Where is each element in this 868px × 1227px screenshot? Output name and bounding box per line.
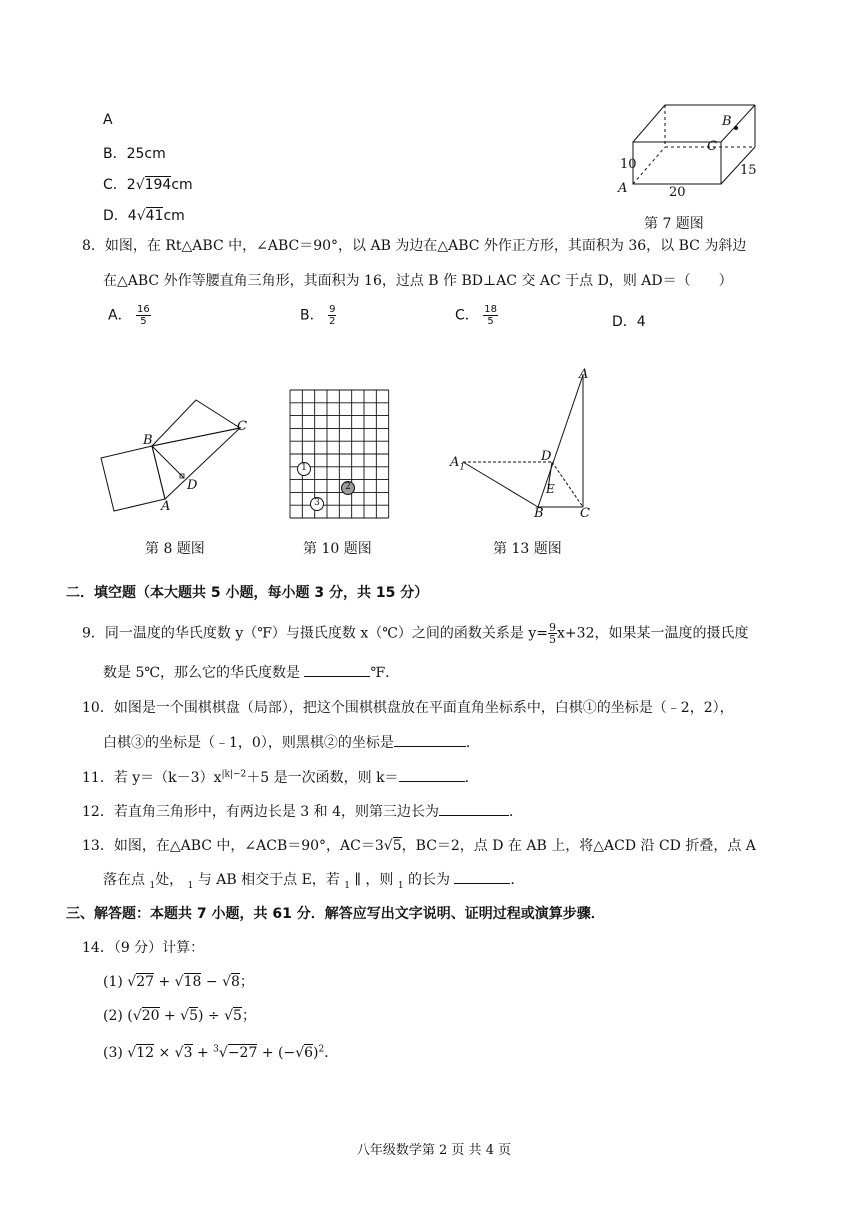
q13-sub-4: 1 [397, 880, 404, 891]
fig7-length-20: 20 [669, 185, 686, 200]
fig13-label-b: B [534, 506, 544, 521]
q8-option-c-letter: C． [455, 307, 479, 324]
q7-option-d [103, 205, 185, 225]
q7-option-d-radicand: 41 [145, 208, 164, 224]
q9-text-b: x+32，如果某一温度的摄氏度 [557, 625, 749, 642]
q8-option-d-letter: D． [612, 314, 637, 330]
fig13-diagram [445, 365, 595, 525]
fig8-diagram [95, 395, 265, 520]
page-footer: 八年级数学第 2 页 共 4 页 [356, 1143, 512, 1158]
stone-2-label: 2 [345, 482, 351, 492]
fig13-label-a1 [450, 455, 465, 473]
q13-l2-a: 落在点 [103, 872, 145, 888]
section3-title: 三、解答题：本题共 7 小题，共 61 分．解答应写出文字说明、证明过程或演算步骤． [66, 906, 605, 922]
fraction-denominator: 5 [549, 633, 557, 646]
q9-unit: ℉． [370, 665, 400, 681]
fig13-label-a1-subscript: 1 [459, 462, 466, 473]
q9-fraction [548, 622, 557, 645]
q14-title: 14．（9 分）计算： [82, 940, 205, 956]
fraction-numerator: 18 [484, 304, 497, 315]
part2-label: (2) [103, 1008, 123, 1024]
fig10-go-board [288, 388, 392, 522]
q8-option-c-fraction [483, 304, 498, 327]
q7-option-d-unit: cm [163, 208, 185, 224]
q8-option-c [455, 304, 498, 327]
fig13-label-c: C [580, 506, 590, 521]
q13-sub-3: 1 [344, 880, 350, 891]
q8-line-2: 在△ABC 外作等腰直角三角形，其面积为 16，过点 B 作 BD⊥AC 交 AC 于点 D，则 AD＝（ ） [103, 273, 733, 289]
q14-part-1: (1) √27 + √18 − √8； [103, 974, 254, 990]
fraction-denominator: 5 [140, 316, 147, 327]
fig7-cuboid [615, 100, 765, 200]
part2-radicand-3: 5 [233, 1008, 242, 1024]
fig7-label-c: C [707, 139, 717, 154]
q8-option-a [108, 304, 151, 327]
part2-radicand-2: 5 [189, 1008, 198, 1024]
fig8-label-b: B [143, 433, 153, 448]
q9-line2-text: 数是 5℃，那么它的华氏度数是 [103, 665, 301, 681]
q13-l2-f: 的长为 [408, 872, 450, 888]
q13-text-a: 13．如图，在△ABC 中，∠ACB＝90°，AC＝3 [82, 838, 384, 854]
q14-part-3: (3) $√12 \times √3 + ^3√-27 + (-√6)^2$． [103, 1044, 339, 1061]
q13-sub-2: 1 [187, 880, 194, 891]
q13-sub-1: 1 [149, 880, 156, 891]
part1-label: (1) [103, 974, 123, 990]
q12-end: ． [508, 804, 523, 820]
q12-text: 12．若直角三角形中，有两边长是 3 和 4，则第三边长为 [82, 804, 439, 820]
fig7-caption: 第 7 题图 [644, 216, 704, 232]
q8-option-d [612, 311, 646, 331]
part3-radicand-4: 6 [304, 1045, 314, 1061]
q13-radical: √5 [383, 838, 402, 854]
fig13-label-d: D [541, 449, 552, 464]
q7-option-d-prefix: D．4 [103, 208, 137, 224]
q13-end: ． [510, 872, 525, 888]
fig7-label-a: A [618, 181, 628, 196]
q13-l2-c: 与 AB 相交于点 E，若 [197, 872, 340, 888]
q8-option-a-fraction [136, 304, 151, 327]
q13-text-b: ，BC＝2，点 D 在 AB 上，将△ACD 沿 CD 折叠，点 A [401, 838, 756, 854]
q9-line-2 [103, 662, 399, 682]
fraction-denominator: 5 [487, 316, 494, 327]
q7-option-b: B．25cm [103, 146, 166, 162]
fig13-label-a1-letter: A [450, 455, 460, 470]
q9-answer-blank[interactable] [304, 664, 370, 677]
fig8-label-d: D [187, 478, 198, 493]
q13-line-2 [103, 869, 524, 891]
fig7-length-10: 10 [620, 157, 637, 172]
q10-line-1: 10．如图是一个围棋棋盘（局部），把这个围棋棋盘放在平面直角坐标系中，白棋①的坐标是（﹣2，2）， [82, 700, 734, 716]
q8-option-b [300, 304, 336, 327]
q8-option-b-fraction [328, 304, 336, 327]
q13-answer-blank[interactable] [454, 871, 510, 884]
fraction-numerator: 9 [549, 621, 557, 634]
q11-line [82, 767, 479, 787]
fraction-numerator: 9 [329, 304, 336, 315]
fig13-label-a: A [579, 367, 589, 382]
q7-option-d-radical: √41 [136, 208, 164, 224]
part3-exponent: 2 [318, 1044, 325, 1055]
q7-option-c-radical: √194 [135, 177, 172, 193]
q13-l2-e: ，则 [365, 872, 394, 888]
q8-option-a-letter: A． [108, 307, 132, 324]
part3-radicand-2: 3 [183, 1045, 193, 1061]
part3-cube-index: 3 [213, 1044, 219, 1055]
q10-line2-text: 白棋③的坐标是（﹣1，0），则黑棋②的坐标是 [103, 735, 394, 751]
q7-option-a: A [103, 112, 113, 128]
q11-end: ． [464, 770, 479, 786]
q7-option-c [103, 174, 193, 194]
q13-l2-b: 处， [155, 872, 184, 888]
q8-option-d-value: 4 [636, 314, 646, 330]
q7-option-c-unit: cm [171, 177, 193, 193]
q13-parallel: ∥ [354, 872, 361, 888]
stone-1-label: 1 [301, 463, 307, 473]
part1-radicand-3: 8 [231, 974, 240, 990]
q11-text-a: 11．若 y＝（k－3）x [82, 770, 222, 786]
q12-line [82, 801, 523, 821]
fig8-label-c: C [237, 419, 247, 434]
part3-radicand-1: 12 [136, 1045, 155, 1061]
fig13-label-e: E [546, 482, 555, 496]
fraction-numerator: 16 [137, 304, 150, 315]
fig8-caption: 第 8 题图 [145, 541, 205, 557]
q11-text-b: ＋5 是一次函数，则 k＝ [246, 770, 399, 786]
fig13-caption: 第 13 题图 [493, 541, 562, 557]
q10-end: ． [465, 735, 480, 751]
part2-radicand-1: 20 [141, 1008, 160, 1024]
fraction-denominator: 2 [329, 316, 336, 327]
fig10-caption: 第 10 题图 [303, 541, 372, 557]
q7-option-c-prefix: C．2 [103, 177, 136, 193]
q8-option-b-letter: B． [300, 307, 324, 324]
q9-line-1 [82, 622, 748, 645]
part1-radicand-2: 18 [183, 974, 202, 990]
fig7-length-15: 15 [740, 163, 757, 178]
stone-3-label: 3 [314, 498, 320, 508]
q11-exponent: |k|−2 [221, 769, 247, 780]
q13-line-1 [82, 835, 756, 855]
q7-option-c-radicand: 194 [144, 177, 172, 193]
q14-part-2: (2) (√20 + √5) ÷ √5； [103, 1008, 256, 1024]
q9-text-a: 9．同一温度的华氏度数 y（℉）与摄氏度数 x（℃）之间的函数关系是 y= [82, 625, 549, 642]
q11-answer-blank[interactable] [399, 769, 465, 782]
part1-radicand-1: 27 [136, 974, 155, 990]
part3-radicand-3: −27 [227, 1045, 258, 1061]
q12-answer-blank[interactable] [439, 803, 509, 816]
fig7-label-b: B [722, 114, 732, 129]
part3-label: (3) [103, 1045, 123, 1061]
section2-title: 二．填空题（本大题共 5 小题，每小题 3 分，共 15 分） [66, 585, 429, 601]
q10-line-2 [103, 732, 480, 752]
q10-answer-blank[interactable] [394, 734, 466, 747]
fig8-label-a: A [161, 499, 171, 514]
q13-radicand: 5 [392, 838, 402, 854]
q8-line-1: 8．如图，在 Rt△ABC 中，∠ABC＝90°，以 AB 为边在△ABC 外作正方形，其面积为 36，以 BC 为斜边 [82, 238, 747, 254]
